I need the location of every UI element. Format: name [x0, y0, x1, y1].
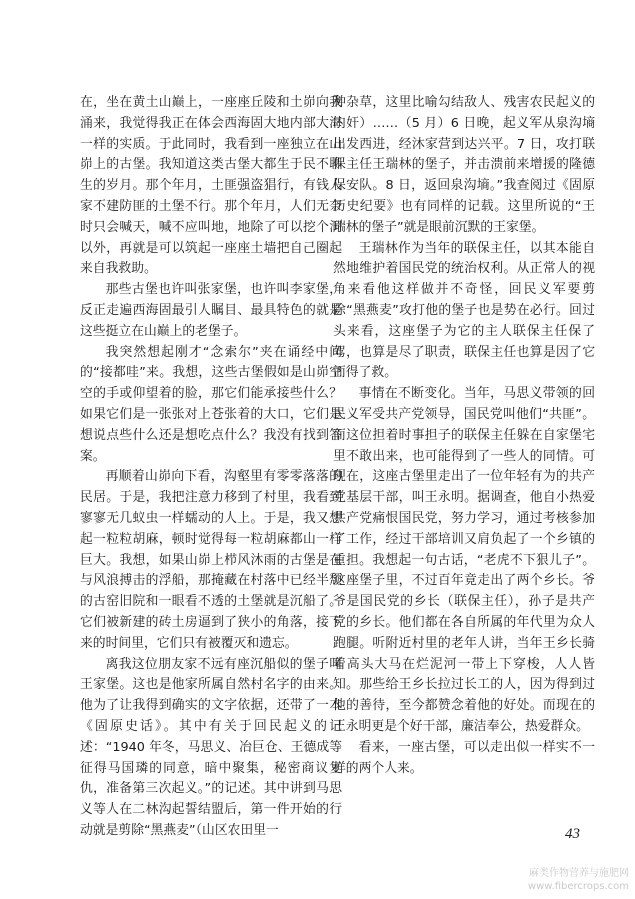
watermark [528, 867, 629, 893]
watermark-line: 麻类作物营养与施肥网 [529, 868, 629, 879]
paragraph: 我突然想起刚才“念索尔”夹在诵经中间的“接都哇”来。我想，这些古堡假如是山峁空空的手或仰望着的脸，那它们能承接些什么？如果它们是一张张对上苍张着的大口，它们是想说点些什么还是想吃点什么？我没有找到答案。 [80, 344, 342, 464]
paragraph: 王瑞林作为当年的联保主任，以其本能自然地维护着国民党的统治权利。从正常人的视角来看他这样做并不奇怪，回民义军要剪除“黑燕麦”攻打他的堡子也是势在必行。回过头来看，这座堡子为它的主人联保主任保了驾，也算是尽了职责，联保主任也算是因了它而得了救。 [333, 240, 595, 381]
paragraph: 种杂草，这里比喻勾结敌人、残害农民起义的内奸）……（5 月）6 日晚，起义军从泉沟墒出发西进，经沐家营到达兴平。7 日，攻打联保主任王瑞林的堡子，并击溃前来增援的隆德保安队。8 日，返回泉沟墒。”我查阅过《固原历史纪要》也有同样的记载。这里所说的“王瑞林的堡子”就是眼前沉默的王家堡。 [333, 95, 595, 235]
paragraph: 看来，一座古堡，可以走出似一样实不一样的两个人来。 [333, 739, 595, 776]
page-number: 43 [565, 826, 580, 842]
paragraph: 事情在不断变化。当年，马思义带领的回民义军受共产党领导，国民党叫他们“共匪”。而这位担着时事担子的联保主任躲在自家堡宅里不敢出来，也可能得到了一些人的同情。可现在，这座古堡里走出了一位年轻有为的共产党基层干部，叫王永明。据调查，他自小热爱共产党痛恨国民党，努力学习，通过考核参加了工作，经过干部培训又肩负起了一个乡镇的重担。我想起一句古话，“老虎不下狠儿子”。这座堡子里，不过百年竟走出了两个乡长。爷爷是国民党的乡长（联保主任），孙子是共产党的乡长。他们都在各自所属的年代里为众人跑腿。听附近村里的老年人讲，当年王乡长骑着高头大马在烂泥河一带上下穿梭，人人皆知。那些给王乡长拉过长工的人，因为得到过他的善待，至今都赞念着他的好处。而现在的王永明更是个好干部，廉洁奉公，热爱群众。 [333, 386, 595, 734]
paragraph: 那些古堡也许叫张家堡，也许叫李家堡，反正走遍西海固最引人瞩目、最具特色的就是这些挺立在山巅上的老堡子。 [80, 282, 342, 339]
right-text-column [333, 93, 595, 779]
paragraph: 再顺着山峁向下看，沟壑里有零零落落的民居。于是，我把注意力移到了村里，我看到寥寥无几蚁虫一样蠕动的人上。于是，我又想起一粒粒胡麻，顿时觉得每一粒胡麻都山一样巨大。我想，如果山峁上栉风沐雨的古堡是在与风浪搏击的浮船，那掩藏在村落中已经半颓的古窑旧院和一眼看不透的土堡就是沉船了。它们被新建的砖土房逼到了狭小的角落，接下来的时间里，它们只有被覆灭和遗忘。 [80, 469, 342, 651]
watermark-line: www.fibercrops.com [527, 881, 629, 892]
left-text-column [80, 93, 342, 842]
paragraph: 离我这位朋友家不远有座沉船似的堡子叫王家堡。这也是他家所属自然村名字的由来。他为了让我得到确实的文字依据，还带了一本《固原史话》。其中有关于回民起义的记述：“1940 年冬，马思义、冶巨仓、王德成等征得马国璘的同意，暗中聚集，秘密商议复仇，准备第三次起义。”的记述。其中讲到马思义等人在二林沟起誓结盟后，第一件开始的行动就是剪除“黑燕麦”（山区农田里一 [80, 656, 342, 838]
paragraph: 在，坐在黄土山巅上，一座座丘陵和土峁向我涌来，我觉得我正在体会西海固大地内部大海一样的实质。于此同时，我看到一座独立在山峁上的古堡。我知道这类古堡大都生于民不聊生的岁月。那个年月，土匪强盗猖行，有钱人家不建防匪的土堡不行。那个年月，人们无奈时只会喊天，喊不应叫地，地除了可以挖个洞以外，再就是可以筑起一座座土墙把自己圈起来自我救助。 [80, 95, 342, 277]
